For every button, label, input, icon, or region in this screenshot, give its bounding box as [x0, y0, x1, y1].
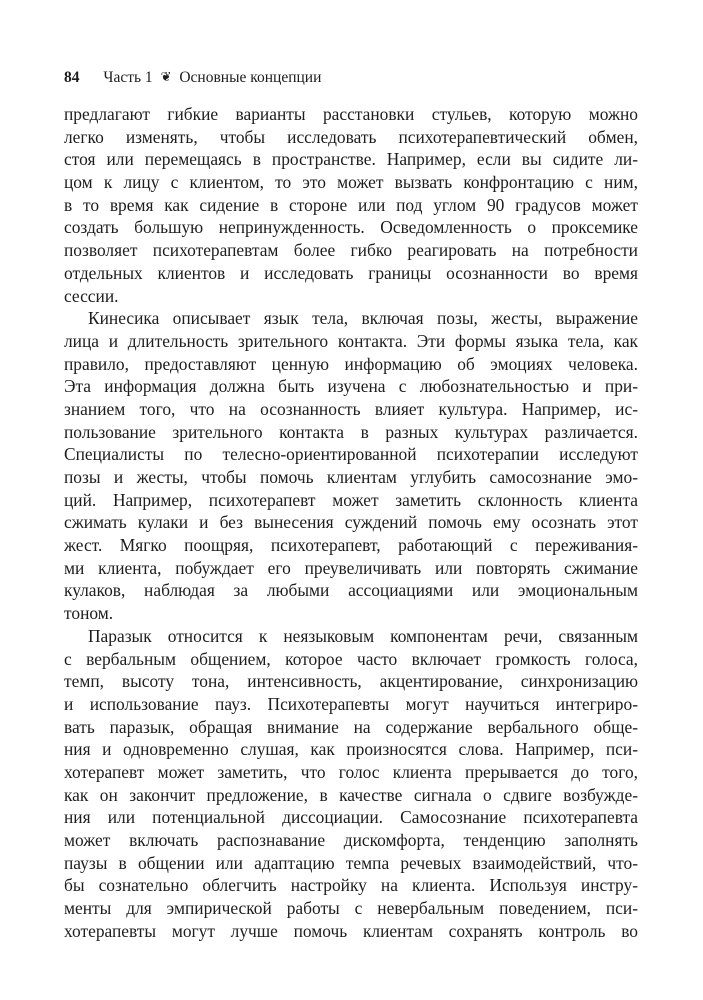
text-line: позволяет психотерапевтам более гибко реагировать на потребности	[64, 240, 638, 261]
text-line: бы сознательно облегчить настройку на клиента. Используя инстру-	[64, 875, 638, 896]
text-line: предлагают гибкие варианты расстановки стульев, которую можно	[64, 104, 638, 124]
leaf-ornament-icon: ❦	[160, 69, 172, 84]
text-line: тоном.	[64, 603, 114, 624]
paragraph	[64, 103, 638, 307]
text-line: легко изменять, чтобы исследовать психотерапевтический обмен,	[64, 126, 638, 147]
text-line: может включать распознавание дискомфорта, тенденцию заполнять	[64, 830, 638, 850]
text-line: и использование пауз. Психотерапевты могут научиться интегриро-	[64, 693, 638, 714]
text-line: ния или потенциальной диссоциации. Самосознание психотерапевта	[64, 807, 638, 828]
text-line: с вербальным общением, которое часто включает громкость голоса,	[64, 648, 638, 669]
text-line: ния и одновременно слушая, как произносятся слова. Например, пси-	[64, 739, 638, 760]
text-line: как он закончит предложение, в качестве сигнала о сдвиге возбужде-	[64, 784, 638, 805]
text-line: Эта информация должна быть изучена с любознательностью и при-	[64, 376, 638, 397]
text-line: хотерапевт может заметить, что голос клиента прерывается до того,	[64, 761, 638, 782]
text-line: в то время как сидение в стороне или под углом 90 градусов может	[64, 194, 638, 215]
text-line: ми клиента, побуждает его преувеличивать или повторять сжимание	[64, 557, 638, 578]
page-number: 84	[64, 69, 80, 86]
text-line: цом к лицу с клиентом, то это может вызвать конфронтацию с ним,	[64, 172, 638, 193]
text-line: паузы в общении или адаптацию темпа речевых взаимодействий, что-	[64, 852, 638, 873]
paragraph	[64, 307, 638, 625]
text-line: лица и длительность зрительного контакта. Эти формы языка тела, как	[64, 330, 638, 351]
text-line: позы и жесты, чтобы помочь клиентам углубить самосознание эмо-	[64, 467, 638, 487]
text-line: Кинесика описывает язык тела, включая позы, жесты, выражение	[88, 308, 638, 329]
text-line: Паразык относится к неязыковым компонентам речи, связанным	[88, 625, 638, 646]
text-line: стоя или перемещаясь в пространстве. Например, если вы сидите ли-	[64, 149, 638, 170]
paragraph	[64, 625, 638, 943]
text-line: пользование зрительного контакта в разных культурах различается.	[64, 421, 638, 442]
text-line: создать большую непринужденность. Осведомленность о проксемике	[64, 217, 638, 238]
text-line: ций. Например, психотерапевт может заметить склонность клиента	[64, 489, 638, 510]
text-line: знанием того, что на осознанность влияет культура. Например, ис-	[64, 398, 638, 419]
text-line: темп, высоту тона, интенсивность, акцентирование, синхронизацию	[64, 671, 638, 692]
text-line: сжимать кулаки и без вынесения суждений помочь ему осознать этот	[64, 512, 638, 533]
text-line: Специалисты по телесно-ориентированной психотерапии исследуют	[64, 444, 638, 465]
text-line: кулаков, наблюдая за любыми ассоциациями или эмоциональным	[64, 580, 638, 601]
text-line: жест. Мягко поощряя, психотерапевт, работающий с переживания-	[64, 535, 638, 556]
chapter-title: Основные концепции	[179, 69, 322, 86]
text-line: вать паразык, обращая внимание на содержание вербального обще-	[64, 716, 638, 737]
text-line: менты для эмпирической работы с невербальным поведением, пси-	[64, 898, 638, 919]
running-header	[64, 66, 638, 88]
text-line: хотерапевты могут лучше помочь клиентам сохранять контроль во	[64, 920, 638, 941]
body-text	[64, 103, 638, 942]
part-label: Часть 1	[103, 69, 153, 86]
text-line: отдельных клиентов и исследовать границы осознанности во время	[64, 262, 638, 283]
text-line: сессии.	[64, 285, 119, 306]
text-line: правило, предоставляют ценную информацию об эмоциях человека.	[64, 353, 638, 374]
